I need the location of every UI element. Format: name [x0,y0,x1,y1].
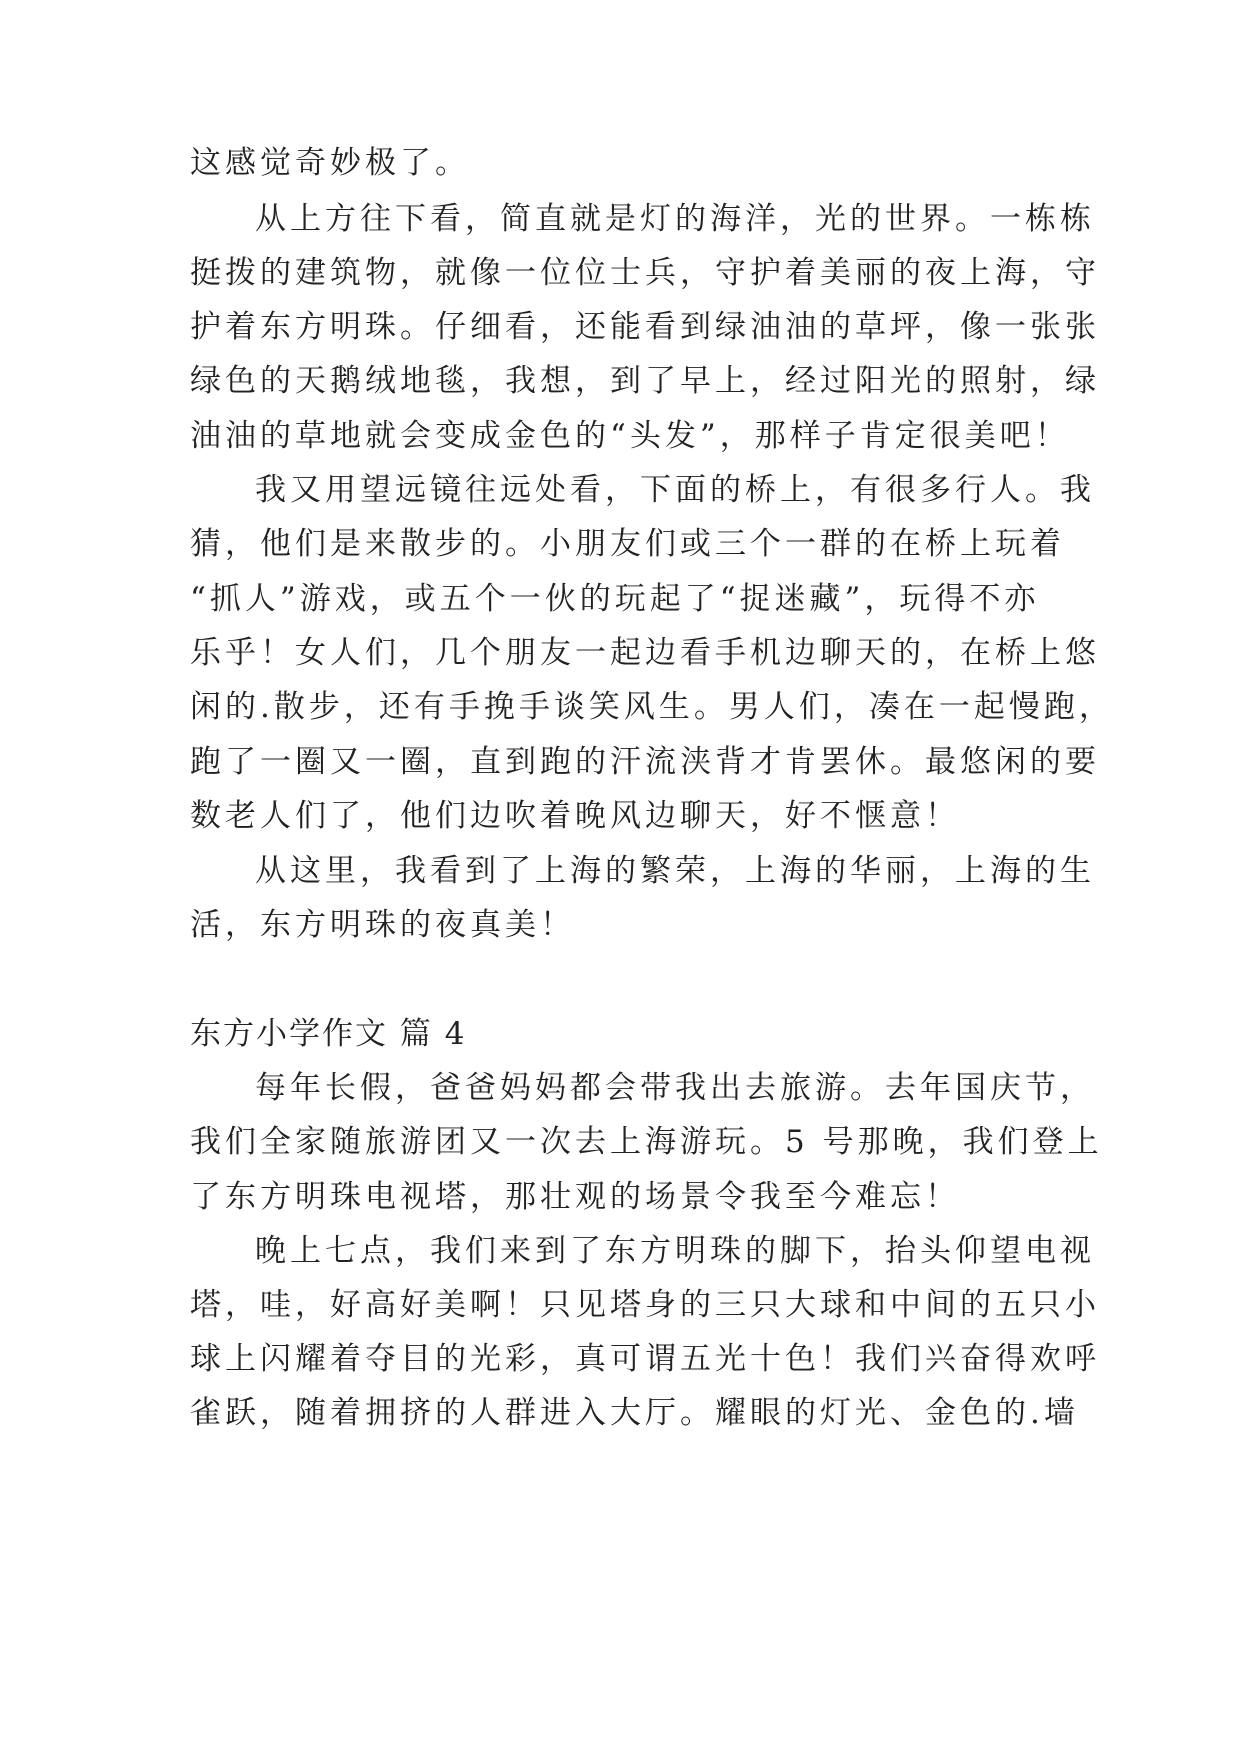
text-line: 绿色的天鹅绒地毯，我想，到了早上，经过阳光的照射，绿 [190,363,1100,399]
paragraph-start-line: 每年长假，爸爸妈妈都会带我出去旅游。去年国庆节， [255,1070,1095,1106]
text-line: 跑了一圈又一圈，直到跑的汗流浃背才肯罢休。最悠闲的要 [190,744,1100,780]
text-line: 我们全家随旅游团又一次去上海游玩。5 号那晚，我们登上 [190,1124,1103,1160]
text-line: 乐乎！女人们，几个朋友一起边看手机边聊天的，在桥上悠 [190,635,1100,671]
text-line: 这感觉奇妙极了。 [190,145,470,181]
text-line: 猜，他们是来散步的。小朋友们或三个一群的在桥上玩着 [190,526,1065,562]
paragraph-start-line: 从上方往下看，简直就是灯的海洋，光的世界。一栋栋 [255,201,1095,237]
paragraph-start-line: 从这里，我看到了上海的繁荣，上海的华丽，上海的生 [255,853,1095,889]
text-line: 闲的.散步，还有手挽手谈笑风生。男人们，凑在一起慢跑， [190,689,1114,725]
text-line: 球上闪耀着夺目的光彩，真可谓五光十色！我们兴奋得欢呼 [190,1341,1100,1377]
text-line: 挺拨的建筑物，就像一位位士兵，守护着美丽的夜上海，守 [190,255,1100,291]
text-line: 油油的草地就会变成金色的“头发”，那样子肯定很美吧！ [190,418,1070,454]
paragraph-start-line: 晚上七点，我们来到了东方明珠的脚下，抬头仰望电视 [255,1233,1095,1269]
paragraph-start-line: 我又用望远镜往远处看，下面的桥上，有很多行人。我 [255,472,1095,508]
text-line: “抓人”游戏，或五个一伙的玩起了“捉迷藏”，玩得不亦 [190,581,1040,617]
text-line: 活，东方明珠的夜真美！ [190,907,575,943]
text-line: 雀跃，随着拥挤的人群进入大厅。耀眼的灯光、金色的.墙 [190,1395,1079,1431]
section-title: 东方小学作文 篇 4 [190,1016,467,1052]
text-line: 护着东方明珠。仔细看，还能看到绿油油的草坪，像一张张 [190,309,1100,345]
text-line: 塔，哇，好高好美啊！只见塔身的三只大球和中间的五只小 [190,1287,1100,1323]
text-line: 数老人们了，他们边吹着晚风边聊天，好不惬意！ [190,798,960,834]
text-line: 了东方明珠电视塔，那壮观的场景令我至今难忘！ [190,1179,960,1215]
